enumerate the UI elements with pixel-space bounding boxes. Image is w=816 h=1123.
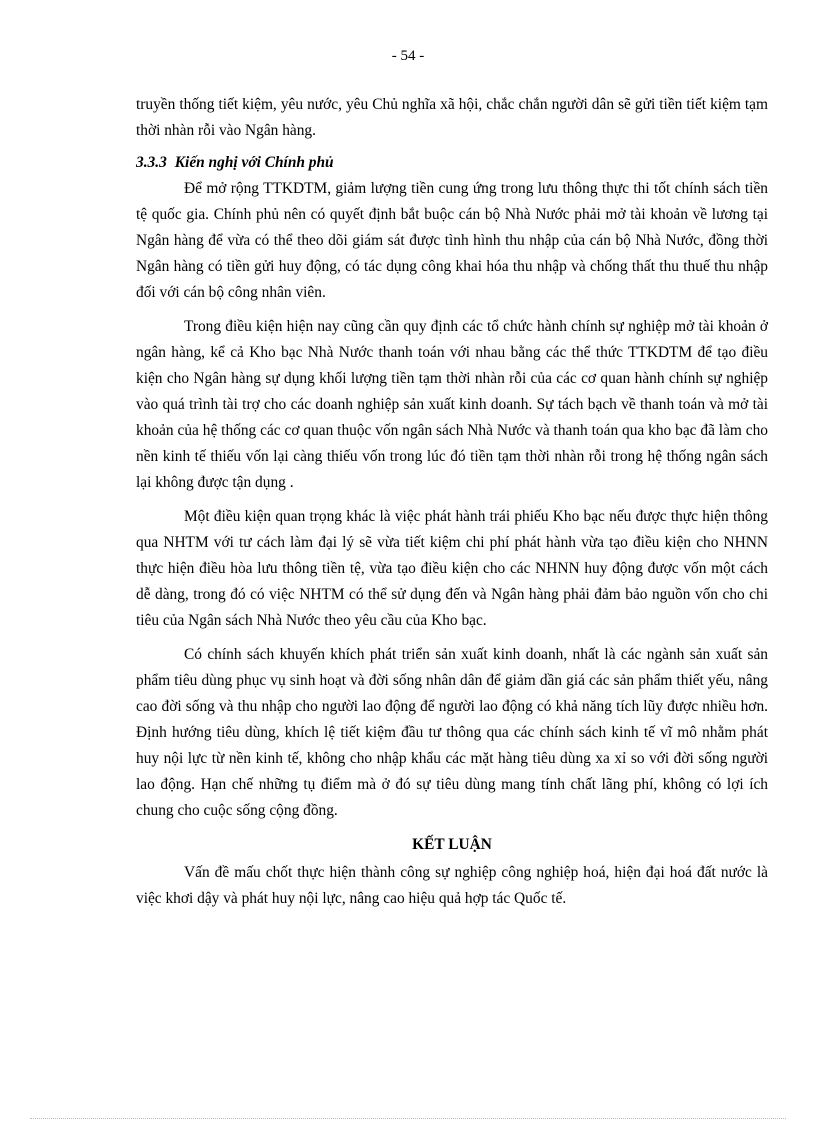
page-number: - 54 -	[391, 48, 425, 64]
section-title: Kiến nghị với Chính phủ	[174, 154, 334, 171]
body-paragraph: Trong điều kiện hiện nay cũng cần quy định các tổ chức hành chính sự nghiệp mở tài khoản ở ngân hàng, kể cả Kho bạc Nhà Nước thanh toán với nhau bằng các thể thức TTKDTM để tạo điều kiện cho Ngân hàng sự dụng khối lượng tiền tạm thời nhàn rỗi của các cơ quan hành chính sự nghiệp vào quá trình tài trợ cho các doanh nghiệp sản xuất kinh doanh. Sự tách bạch về thanh toán và mở tài khoản của hệ thống các cơ quan thuộc vốn ngân sách Nhà Nước và thanh toán qua kho bạc đã làm cho nền kinh tế thiếu vốn lại càng thiếu vốn trong lúc đó tiền tạm thời nhàn rỗi trong hệ thống ngân sách lại không được tận dụng .	[136, 318, 768, 491]
intro-paragraph: truyền thống tiết kiệm, yêu nước, yêu Chủ nghĩa xã hội, chắc chắn người dân sẽ gửi tiền tiết kiệm tạm thời nhàn rỗi vào Ngân hàng.	[136, 96, 768, 139]
document-body	[136, 92, 768, 912]
section-number: 3.3.3	[136, 154, 167, 171]
conclusion-title: KẾT LUẬN	[412, 836, 492, 853]
section-heading	[136, 150, 768, 176]
body-paragraph: Để mở rộng TTKDTM, giảm lượng tiền cung ứng trong lưu thông thực thi tốt chính sách tiền tệ quốc gia. Chính phủ nên có quyết định bắt buộc cán bộ Nhà Nước phải mở tài khoản về lương tại Ngân hàng để vừa có thể theo dõi giám sát được tình hình thu nhập của cán bộ Nhà Nước, đồng thời Ngân hàng có tiền gửi huy động, có tác dụng công khai hóa thu nhập và chống thất thu thuế thu nhập đối với cán bộ công nhân viên.	[136, 180, 768, 301]
conclusion-paragraph: Vấn đề mấu chốt thực hiện thành công sự nghiệp công nghiệp hoá, hiện đại hoá đất nước là việc khơi dậy và phát huy nội lực, nâng cao hiệu quả hợp tác Quốc tế.	[136, 864, 768, 907]
page-bottom-divider	[30, 1118, 786, 1119]
body-paragraph: Một điều kiện quan trọng khác là việc phát hành trái phiếu Kho bạc nếu được thực hiện thông qua NHTM với tư cách làm đại lý sẽ vừa tiết kiệm chi phí phát hành vừa tạo điều kiện cho NHNN thực hiện điều hòa lưu thông tiền tệ, vừa tạo điều kiện cho các NHNN huy động được vốn một cách dễ dàng, trong đó có việc NHTM có thể sử dụng đến và Ngân hàng phải đảm bảo nguồn vốn cho chi tiêu của Ngân sách Nhà Nước theo yêu cầu của Kho bạc.	[136, 508, 768, 629]
body-paragraph: Có chính sách khuyến khích phát triển sản xuất kinh doanh, nhất là các ngành sản xuất sản phẩm tiêu dùng phục vụ sinh hoạt và đời sống nhân dân để giảm dần giá các sản phẩm thiết yếu, nâng cao đời sống và thu nhập cho người lao động để người lao động có khả năng tích lũy được nhiều hơn. Định hướng tiêu dùng, khích lệ tiết kiệm đầu tư thông qua các chính sách kinh tế vĩ mô nhằm phát huy nội lực từ nền kinh tế, không cho nhập khẩu các mặt hàng tiêu dùng xa xỉ so với đời sống người lao động. Hạn chế những tụ điểm mà ở đó sự tiêu dùng mang tính chất lãng phí, không có lợi ích chung cho cuộc sống cộng đồng.	[136, 646, 768, 819]
